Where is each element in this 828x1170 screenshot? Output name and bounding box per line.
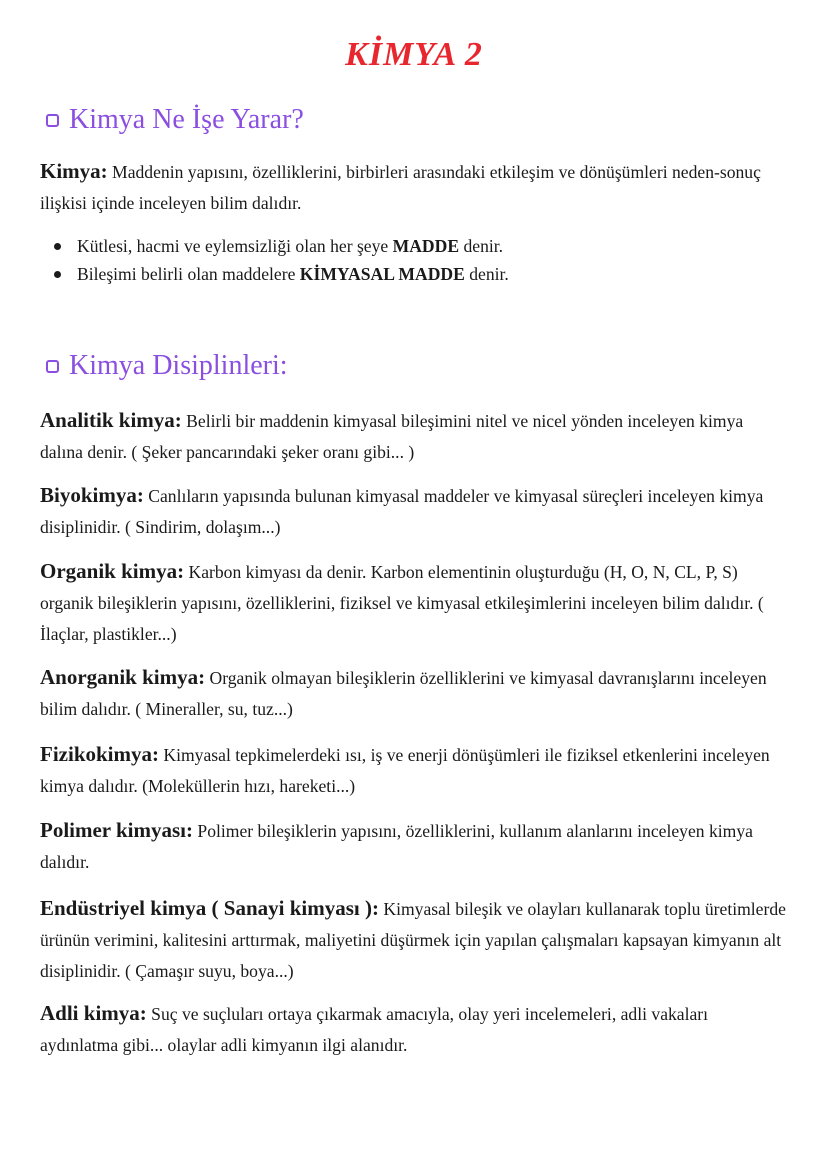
- list-item: Kütlesi, hacmi ve eylemsizliği olan her şeye MADDE denir.: [40, 232, 788, 260]
- discipline-anorganik-kimya: Anorganik kimya: Organik olmayan bileşiklerin özelliklerini ve kimyasal davranışlarını inceleyen bilim dalıdır. ( Mineraller, su, tuz...): [40, 665, 767, 719]
- bullet-icon: [54, 271, 61, 278]
- section-heading-kimya-ne-ise-yarar: [46, 104, 304, 136]
- discipline-biyokimya: Biyokimya: Canlıların yapısında bulunan kimyasal maddeler ve kimyasal süreçleri inceleyen kimya disiplinidir. ( Sindirim, dolaşım...): [40, 483, 764, 537]
- discipline-adli-kimya: Adli kimya: Suç ve suçluları ortaya çıkarmak amacıyla, olay yeri incelemeleri, adli vakaları aydınlatma gibi... olaylar adli kimyanın ilgi alanıdır.: [40, 1001, 709, 1055]
- checkbox-square-icon: [46, 114, 59, 127]
- definition-text: Maddenin yapısını, özelliklerini, birbirleri arasındaki etkileşim ve dönüşümleri neden-sonuç ilişkisi içinde inceleyen bilim dalıdır.: [40, 162, 761, 213]
- bold-term: MADDE: [392, 236, 460, 256]
- kimya-definition: [40, 156, 788, 219]
- page-title: KİMYA 2: [345, 36, 483, 73]
- bold-term: KİMYASAL MADDE: [299, 264, 465, 284]
- discipline-endustriyel-kimya: Endüstriyel kimya ( Sanayi kimyası ): Kimyasal bileşik ve olayları kullanarak toplu üretimlerde ürünün verimini, kalitesini arttırmak, maliyetini düşürmek için yapılan çalışmaları kapsayan kimyanın alt disiplinidir. ( Çamaşır suyu, boya...): [40, 896, 786, 981]
- discipline-organik-kimya: Organik kimya: Karbon kimyası da denir. Karbon elementinin oluşturduğu (H, O, N, CL, P, S) organik bileşiklerin yapısını, özelliklerini, fiziksel ve kimyasal etkileşimlerini inceleyen bilim dalıdır. ( İlaçlar, plastikler...): [40, 559, 764, 644]
- section-heading-kimya-disiplinleri: [46, 350, 288, 382]
- discipline-analitik-kimya: Analitik kimya: Belirli bir maddenin kimyasal bileşimini nitel ve nicel yönden inceleyen kimya dalına denir. ( Şeker pancarındaki şeker oranı gibi... ): [40, 408, 744, 462]
- checkbox-square-icon: [46, 360, 59, 373]
- list-item: Bileşimi belirli olan maddelere KİMYASAL MADDE denir.: [40, 260, 788, 288]
- bullet-icon: [54, 243, 61, 250]
- section-heading-text: Kimya Ne İşe Yarar?: [69, 104, 304, 135]
- definition-term: Kimya:: [40, 159, 108, 183]
- definition-bullets: [40, 232, 788, 288]
- discipline-fizikokimya: Fizikokimya: Kimyasal tepkimelerdeki ısı, iş ve enerji dönüşümleri ile fiziksel etkenlerini inceleyen kimya dalıdır. (Moleküllerin hızı, hareketi...): [40, 742, 770, 796]
- section-heading-text: Kimya Disiplinleri:: [69, 350, 288, 381]
- discipline-polimer-kimyasi: Polimer kimyası: Polimer bileşiklerin yapısını, özelliklerini, kullanım alanlarını inceleyen kimya dalıdır.: [40, 818, 753, 872]
